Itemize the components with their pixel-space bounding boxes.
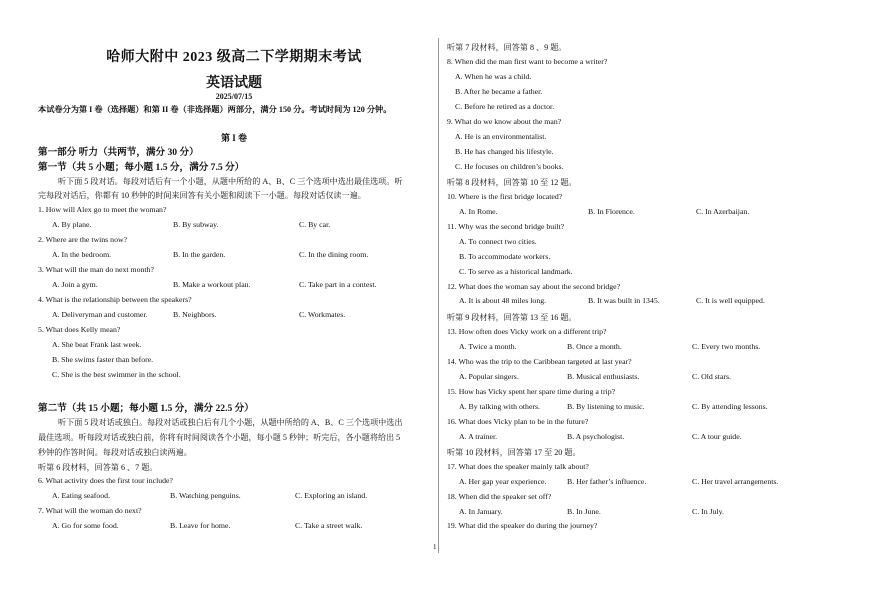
question-17-option-c: C. Her travel arrangements. bbox=[692, 477, 779, 486]
question-3-option-c: C. Take part in a contest. bbox=[299, 280, 377, 289]
question-10-option-b: B. In Florence. bbox=[588, 207, 635, 216]
section1-instruction-line1: 听下面 5 段对话。每段对话后有一个小题，从题中所给的 A、B、C 三个选项中选出最佳选项。听 bbox=[58, 177, 403, 186]
question-12-stem: 12. What does the woman say about the second bridge? bbox=[447, 282, 621, 291]
question-17-option-b: B. Her father’s influence. bbox=[567, 477, 647, 486]
question-18-option-a: A. In January. bbox=[459, 507, 503, 516]
exam-title: 哈师大附中 2023 级高二下学期期末考试 bbox=[106, 50, 362, 65]
question-13-stem: 13. How often does Vicky work on a different trip? bbox=[447, 327, 607, 336]
question-11-option-a: A. To connect two cities. bbox=[459, 237, 537, 246]
question-7-option-b: B. Leave for home. bbox=[170, 521, 231, 530]
question-16-option-c: C. A tour guide. bbox=[692, 432, 742, 441]
exam-date: 2025/07/15 bbox=[215, 92, 253, 101]
question-9-stem: 9. What do we know about the man? bbox=[447, 117, 562, 126]
column-divider bbox=[438, 38, 439, 553]
question-8-stem: 8. When did the man first want to become a writer? bbox=[447, 57, 608, 66]
question-13-option-b: B. Once a month. bbox=[567, 342, 622, 351]
question-9-option-c: C. He focuses on children’s books. bbox=[455, 162, 564, 171]
question-5-stem: 5. What does Kelly mean? bbox=[38, 325, 121, 334]
exam-subject: 英语试题 bbox=[206, 76, 262, 91]
material-7-note: 听第 7 段材料，回答第 8 、9 题。 bbox=[447, 43, 567, 52]
exam-intro: 本试卷分为第 I 卷（选择题）和第 II 卷（非选择题）两部分，满分 150 分。考试时间为 120 分钟。 bbox=[38, 105, 392, 114]
section2-title: 第二节（共 15 小题；每小题 1.5 分，满分 22.5 分） bbox=[38, 403, 254, 414]
question-11-stem: 11. Why was the second bridge built? bbox=[447, 222, 565, 231]
material-8-note: 听第 8 段材料，回答第 10 至 12 题。 bbox=[447, 178, 577, 187]
question-18-option-c: C. In July. bbox=[692, 507, 724, 516]
material-10-note: 听第 10 段材料，回答第 17 至 20 题。 bbox=[447, 448, 581, 457]
question-11-option-c: C. To serve as a historical landmark. bbox=[459, 267, 573, 276]
question-15-option-a: A. By talking with others. bbox=[459, 402, 540, 411]
question-15-stem: 15. How has Vicky spent her spare time during a trip? bbox=[447, 387, 616, 396]
question-13-option-a: A. Twice a month. bbox=[459, 342, 517, 351]
part1-title: 第一部分 听力（共两节，满分 30 分） bbox=[38, 147, 199, 158]
question-14-option-b: B. Musical enthusiasts. bbox=[567, 372, 640, 381]
question-14-option-a: A. Popular singers. bbox=[459, 372, 519, 381]
question-17-stem: 17. What does the speaker mainly talk about? bbox=[447, 462, 589, 471]
question-2-stem: 2. Where are the twins now? bbox=[38, 235, 128, 244]
question-9-option-a: A. He is an environmentalist. bbox=[455, 132, 547, 141]
question-1-option-b: B. By subway. bbox=[173, 220, 219, 229]
question-2-option-b: B. In the garden. bbox=[173, 250, 226, 259]
question-8-option-a: A. When he was a child. bbox=[455, 72, 532, 81]
page-number: 1 bbox=[433, 543, 437, 551]
question-8-option-c: C. Before he retired as a doctor. bbox=[455, 102, 555, 111]
question-1-option-a: A. By plane. bbox=[52, 220, 92, 229]
question-2-option-a: A. In the bedroom. bbox=[52, 250, 112, 259]
question-6-option-c: C. Exploring an island. bbox=[295, 491, 368, 500]
question-15-option-c: C. By attending lessons. bbox=[692, 402, 768, 411]
question-3-stem: 3. What will the man do next month? bbox=[38, 265, 154, 274]
question-12-option-c: C. It is well equipped. bbox=[696, 296, 765, 305]
question-16-option-a: A. A trainer. bbox=[459, 432, 498, 441]
section2-instruction-line3: 秒钟的作答时间。每段对话或独白读两遍。 bbox=[38, 448, 192, 457]
question-9-option-b: B. He has changed his lifestyle. bbox=[455, 147, 554, 156]
question-6-option-a: A. Eating seafood. bbox=[52, 491, 111, 500]
question-7-option-c: C. Take a street walk. bbox=[295, 521, 363, 530]
question-6-option-b: B. Watching penguins. bbox=[170, 491, 241, 500]
question-4-option-b: B. Neighbors. bbox=[173, 310, 217, 319]
question-5-option-c: C. She is the best swimmer in the school. bbox=[52, 370, 181, 379]
question-1-stem: 1. How will Alex go to meet the woman? bbox=[38, 205, 167, 214]
question-17-option-a: A. Her gap year experience. bbox=[459, 477, 547, 486]
section2-instruction-line1: 听下面 5 段对话或独白。每段对话或独白后有几个小题，从题中所给的 A、B、C 三个选项中选出 bbox=[58, 418, 403, 427]
question-19-stem: 19. What did the speaker do during the journey? bbox=[447, 521, 598, 530]
question-5-option-b: B. She swims faster than before. bbox=[52, 355, 154, 364]
question-18-option-b: B. In June. bbox=[567, 507, 601, 516]
section2-instruction-line2: 最佳选项。听每段对话或独白前，你将有时间阅读各个小题，每小题 5 秒钟；听完后，各小题将给出 5 bbox=[38, 433, 401, 442]
volume-title: 第 I 卷 bbox=[220, 133, 247, 143]
question-11-option-b: B. To accommodate workers. bbox=[459, 252, 551, 261]
material-9-note: 听第 9 段材料，回答第 13 至 16 题。 bbox=[447, 313, 577, 322]
question-16-option-b: B. A psychologist. bbox=[567, 432, 625, 441]
section1-title: 第一节（共 5 小题；每小题 1.5 分，满分 7.5 分） bbox=[38, 162, 245, 173]
question-10-option-c: C. In Azerbaijan. bbox=[696, 207, 750, 216]
question-10-stem: 10. Where is the first bridge located? bbox=[447, 192, 563, 201]
question-15-option-b: B. By listening to music. bbox=[567, 402, 645, 411]
question-4-option-c: C. Workmates. bbox=[299, 310, 346, 319]
question-7-option-a: A. Go for some food. bbox=[52, 521, 119, 530]
question-5-option-a: A. She beat Frank last week. bbox=[52, 340, 142, 349]
question-1-option-c: C. By car. bbox=[299, 220, 331, 229]
question-4-stem: 4. What is the relationship between the speakers? bbox=[38, 295, 192, 304]
question-4-option-a: A. Deliveryman and customer. bbox=[52, 310, 148, 319]
question-7-stem: 7. What will the woman do next? bbox=[38, 506, 142, 515]
material-6-note: 听第 6 段材料，回答第 6 、7 题。 bbox=[38, 463, 158, 472]
question-3-option-a: A. Join a gym. bbox=[52, 280, 98, 289]
section1-instruction-line2: 完每段对话后，你都有 10 秒钟的时间来回答有关小题和阅读下一小题。每段对话仅读一遍。 bbox=[38, 191, 366, 200]
question-14-stem: 14. Who was the trip to the Caribbean targeted at last year? bbox=[447, 357, 632, 366]
question-3-option-b: B. Make a workout plan. bbox=[173, 280, 251, 289]
question-12-option-a: A. It is about 48 miles long. bbox=[459, 296, 547, 305]
question-2-option-c: C. In the dining room. bbox=[299, 250, 369, 259]
question-10-option-a: A. In Rome. bbox=[459, 207, 498, 216]
question-6-stem: 6. What activity does the first tour include? bbox=[38, 476, 173, 485]
question-12-option-b: B. It was built in 1345. bbox=[588, 296, 660, 305]
question-14-option-c: C. Old stars. bbox=[692, 372, 731, 381]
question-8-option-b: B. After he became a father. bbox=[455, 87, 543, 96]
question-16-stem: 16. What does Vicky plan to be in the future? bbox=[447, 417, 589, 426]
question-13-option-c: C. Every two months. bbox=[692, 342, 761, 351]
question-18-stem: 18. When did the speaker set off? bbox=[447, 492, 552, 501]
